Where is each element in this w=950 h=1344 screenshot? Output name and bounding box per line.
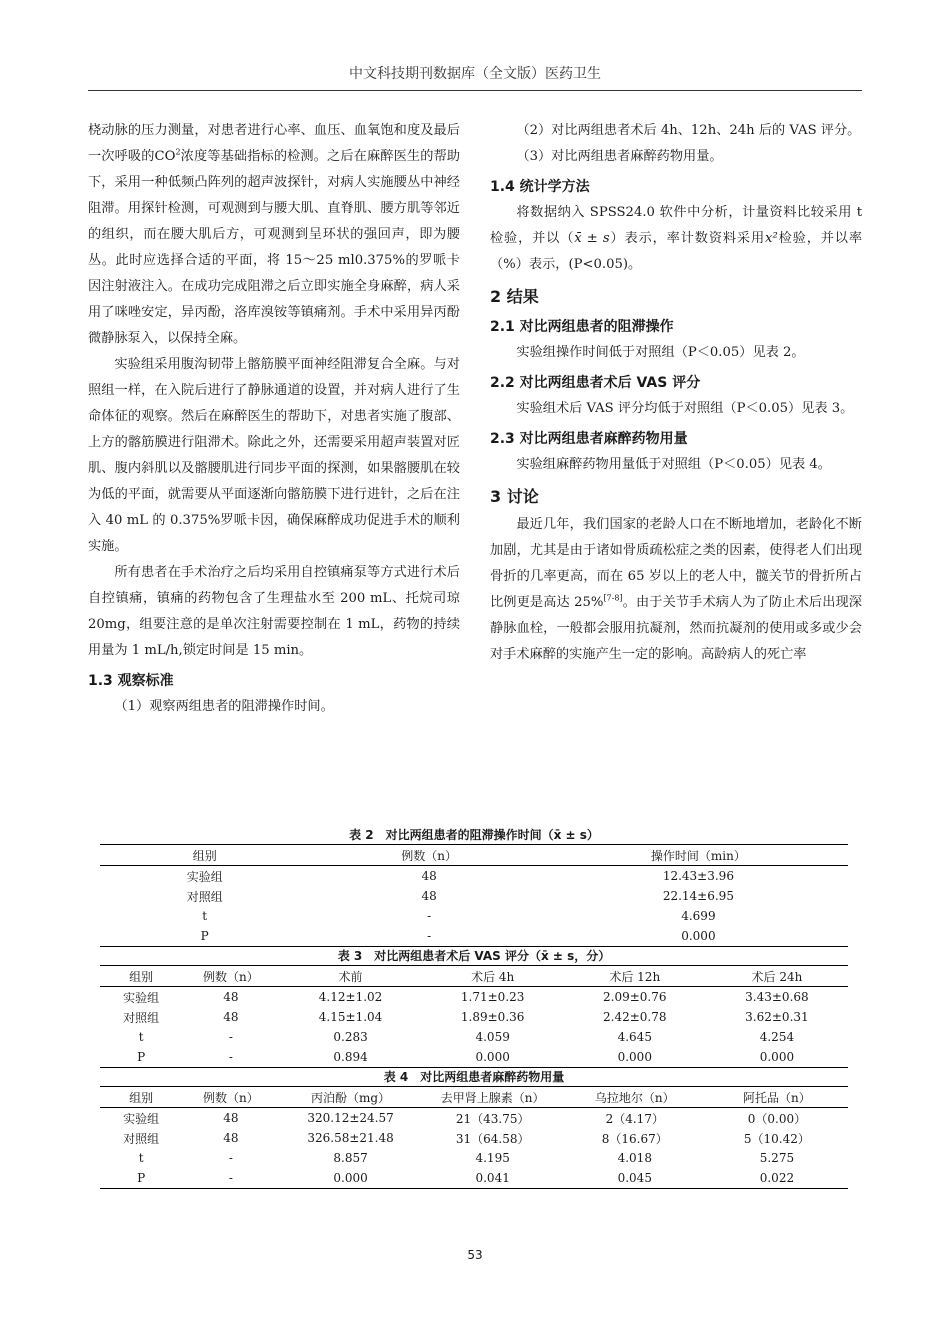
table-row [100, 987, 848, 1008]
formula-mean-sd: x̄ ± s [574, 231, 610, 246]
table-cell: P [100, 1047, 182, 1068]
superscript: 2 [175, 147, 181, 157]
result-2-2: 实验组术后 VAS 评分均低于对照组（P＜0.05）见表 3。 [516, 401, 854, 416]
section-heading-1-3: 1.3 观察标准 [88, 673, 174, 689]
table-cell: 0.022 [706, 1168, 848, 1189]
table-header-cell: 阿托品（n） [706, 1087, 848, 1108]
table-3-caption: 表 3 对比两组患者术后 VAS 评分（x̄ ± s，分） [337, 949, 611, 963]
table-cell: 4.15±1.04 [318, 1010, 383, 1024]
table-row [100, 1047, 848, 1068]
table-header-cell: 例数（n） [309, 845, 548, 866]
text-segment: 将数据纳入 SPSS24.0 软件中分析，计量资料比较采用 t 检验，并以（ [490, 205, 862, 246]
table-header-cell: 操作时间（min） [549, 845, 848, 866]
table-cell: 48 [223, 990, 239, 1004]
table-row [100, 866, 848, 887]
table-cell: 4.699 [681, 909, 716, 923]
table-cell: - [427, 909, 432, 923]
table-2-caption: 表 2 对比两组患者的阻滞操作时间（x̄ ± s） [349, 828, 599, 842]
table-cell: P [100, 926, 309, 947]
table-cell: 0.000 [422, 1047, 564, 1068]
table-cell: P [100, 1168, 182, 1189]
right-column [490, 118, 862, 668]
table-cell: 4.018 [617, 1151, 652, 1165]
table-cell: 4.059 [475, 1030, 510, 1044]
table-cell: 0.000 [549, 926, 848, 947]
section-heading-2-3: 2.3 对比两组患者麻醉药物用量 [490, 431, 688, 447]
table-header-cell: 组别 [100, 845, 309, 866]
table-cell: 8.857 [333, 1151, 368, 1165]
table-cell: 326.58±21.48 [307, 1131, 394, 1145]
table-header-cell: 丙泊酚（mg） [280, 1087, 422, 1108]
observation-item-3: （3）对比两组患者麻醉药物用量。 [516, 149, 723, 164]
journal-header [88, 64, 862, 91]
text-segment: 最近几年，我们国家的老龄人口在不断地增加，老龄化不断加剧，尤其是由于诸如骨质疏松症之类的因素，使得老人们出现骨折的几率更高，而在 65 岁以上的老人中，髋关节的骨折所占比例更是高达 25% [490, 517, 862, 610]
table-cell: 4.195 [475, 1151, 510, 1165]
table-cell: 实验组 [123, 990, 160, 1005]
table-cell: t [202, 909, 208, 923]
formula-chi-square: x² [765, 231, 778, 246]
table-cell: - [228, 1151, 233, 1165]
table-3 [100, 965, 848, 1068]
table-cell: 2.09±0.76 [603, 990, 667, 1004]
table-4-caption: 表 4 对比两组患者麻醉药物用量 [383, 1070, 565, 1084]
citation-reference: [7-8] [603, 593, 623, 603]
table-cell: 0.000 [706, 1047, 848, 1068]
paragraph-statistics [490, 200, 862, 278]
table-row [100, 906, 848, 926]
table-cell: 4.12±1.02 [318, 990, 383, 1004]
table-cell: 0.894 [280, 1047, 422, 1068]
section-heading-1-4: 1.4 统计学方法 [490, 179, 590, 195]
table-header-cell: 去甲肾上腺素（n） [422, 1087, 564, 1108]
result-2-1: 实验组操作时间低于对照组（P＜0.05）见表 2。 [516, 345, 805, 360]
table-cell: 48 [223, 1111, 239, 1125]
paragraph-experimental-group: 实验组采用腹沟韧带上髂筋膜平面神经阻滞复合全麻。与对照组一样，在入院后进行了静脉通道的设置，并对病人进行了生命体征的观察。然后在麻醉医生的帮助下，对患者实施了腹部、上方的髂筋膜进行阻滞术。除此之外，还需要采用超声装置对匠肌、腹内斜肌以及髂腰肌进行同步平面的探测，如果髂腰肌在较为低的平面，就需要从平面逐渐向髂筋膜下进行进针，之后在注入 40 mL 的 0.375%罗哌卡因，确保麻醉成功促进手术的顺利实施。 [88, 357, 460, 554]
table-cell: - [182, 1168, 279, 1189]
table-cell: 0.045 [564, 1168, 706, 1189]
table-cell: 22.14±6.95 [662, 889, 734, 903]
observation-item-2: （2）对比两组患者术后 4h、12h、24h 后的 VAS 评分。 [516, 123, 861, 138]
table-2 [100, 844, 848, 947]
table-header-row [100, 1087, 848, 1108]
table-4 [100, 1086, 848, 1189]
section-heading-3: 3 讨论 [490, 487, 539, 506]
table-cell: 实验组 [186, 869, 223, 884]
table-cell: 2（4.17） [605, 1111, 664, 1126]
text-segment: 桡动脉的压力测量，对患者进行心率、血压、血氧饱和度及最后一次呼吸的CO [88, 123, 460, 164]
table-header-row [100, 845, 848, 866]
table-cell: 5（10.42） [743, 1131, 810, 1146]
result-2-3: 实验组麻醉药物用量低于对照组（P＜0.05）见表 4。 [516, 457, 831, 472]
table-cell: 12.43±3.96 [662, 869, 734, 883]
table-cell: 0.000 [564, 1047, 706, 1068]
paragraph-discussion [490, 512, 862, 668]
table-cell: 21（43.75） [455, 1111, 530, 1126]
table-header-cell: 组别 [100, 966, 182, 987]
paragraph-analgesia: 所有患者在手术治疗之后均采用自控镇痛泵等方式进行术后自控镇痛，镇痛的药物包含了生理盐水至 200 mL、托烷司琼 20mg，组要注意的是单次注射需要控制在 1 mL，药物的持续用量为 1 mL/h,锁定时间是 15 min。 [88, 565, 460, 658]
table-cell: 对照组 [123, 1010, 160, 1025]
table-row [100, 1148, 848, 1168]
text-segment: ）表示，率计数资料采用 [609, 231, 766, 246]
table-row [100, 1007, 848, 1027]
table-header-cell: 术后 4h [422, 966, 564, 987]
table-cell: 对照组 [186, 889, 223, 904]
table-header-cell: 乌拉地尔（n） [564, 1087, 706, 1108]
text-segment: 浓度等基础指标的检测。之后在麻醉医生的帮助下，采用一种低频凸阵列的超声波探针，对病人实施腰丛中神经阻滞。用探针检测，可观测到与腰大肌、直脊肌、腰方肌等邻近的组织，而在腰大肌后方，可观测到呈环状的强回声，即为腰丛。此时应选择合适的平面，将 15～25 ml0.375%的罗哌卡因注射液注入。在成功完成阻滞之后立即实施全身麻醉，病人采用了咪唑安定，异丙酚，洛库溴铵等镇痛剂。手术中采用异丙酚微静脉泵入，以保持全麻。 [88, 149, 461, 346]
text-segment: 。由于关节手术病人为了防止术后出现深静脉血栓，一般都会服用抗凝剂，然而抗凝剂的使用或多或少会对手术麻醉的实施产生一定的影响。高龄病人的死亡率 [490, 595, 862, 662]
table-header-cell: 术前 [280, 966, 422, 987]
paragraph-procedure-control [88, 118, 460, 352]
table-cell: 实验组 [123, 1111, 160, 1126]
table-cell: 4.645 [617, 1030, 652, 1044]
table-row [100, 886, 848, 906]
table-cell: 0.000 [280, 1168, 422, 1189]
table-cell: 0（0.00） [747, 1111, 807, 1126]
table-cell: 48 [421, 869, 437, 883]
table-header-cell: 例数（n） [182, 966, 279, 987]
tables-block [100, 826, 848, 1189]
table-cell: 1.89±0.36 [460, 1010, 525, 1024]
text-segment: 检验，并以率（%）表示，(P<0.05)。 [490, 231, 863, 272]
table-cell: t [138, 1030, 144, 1044]
table-cell: 1.71±0.23 [460, 990, 525, 1004]
table-cell: 4.254 [759, 1030, 795, 1044]
table-cell: 对照组 [123, 1131, 160, 1146]
observation-item-1: （1）观察两组患者的阻滞操作时间。 [114, 699, 334, 714]
page-number: 53 [467, 1248, 483, 1262]
table-row [100, 1168, 848, 1189]
table-cell: - [182, 1047, 279, 1068]
table-cell: 3.62±0.31 [745, 1010, 809, 1024]
table-row [100, 1128, 848, 1148]
table-row [100, 1108, 848, 1129]
table-header-row [100, 966, 848, 987]
table-cell: 0.041 [422, 1168, 564, 1189]
table-header-cell: 组别 [100, 1087, 182, 1108]
table-cell: 31（64.58） [455, 1131, 530, 1146]
table-cell: 48 [421, 889, 437, 903]
left-column [88, 118, 460, 720]
table-header-cell: 术后 12h [564, 966, 706, 987]
table-cell: t [138, 1151, 144, 1165]
table-cell: 2.42±0.78 [603, 1010, 667, 1024]
table-cell: 0.283 [333, 1030, 368, 1044]
table-row [100, 1027, 848, 1047]
section-heading-2: 2 结果 [490, 287, 539, 306]
table-row [100, 926, 848, 947]
table-cell: 3.43±0.68 [745, 990, 809, 1004]
section-heading-2-2: 2.2 对比两组患者术后 VAS 评分 [490, 375, 701, 391]
table-header-cell: 术后 24h [706, 966, 848, 987]
table-cell: 320.12±24.57 [307, 1111, 394, 1125]
section-heading-2-1: 2.1 对比两组患者的阻滞操作 [490, 319, 674, 335]
table-cell: - [309, 926, 548, 947]
table-cell: 48 [223, 1131, 239, 1145]
table-cell: 48 [223, 1010, 239, 1024]
table-cell: 5.275 [759, 1151, 795, 1165]
table-cell: 8（16.67） [601, 1131, 668, 1146]
journal-title: 中文科技期刊数据库（全文版）医药卫生 [349, 66, 601, 82]
table-cell: - [228, 1030, 233, 1044]
table-header-cell: 例数（n） [182, 1087, 279, 1108]
